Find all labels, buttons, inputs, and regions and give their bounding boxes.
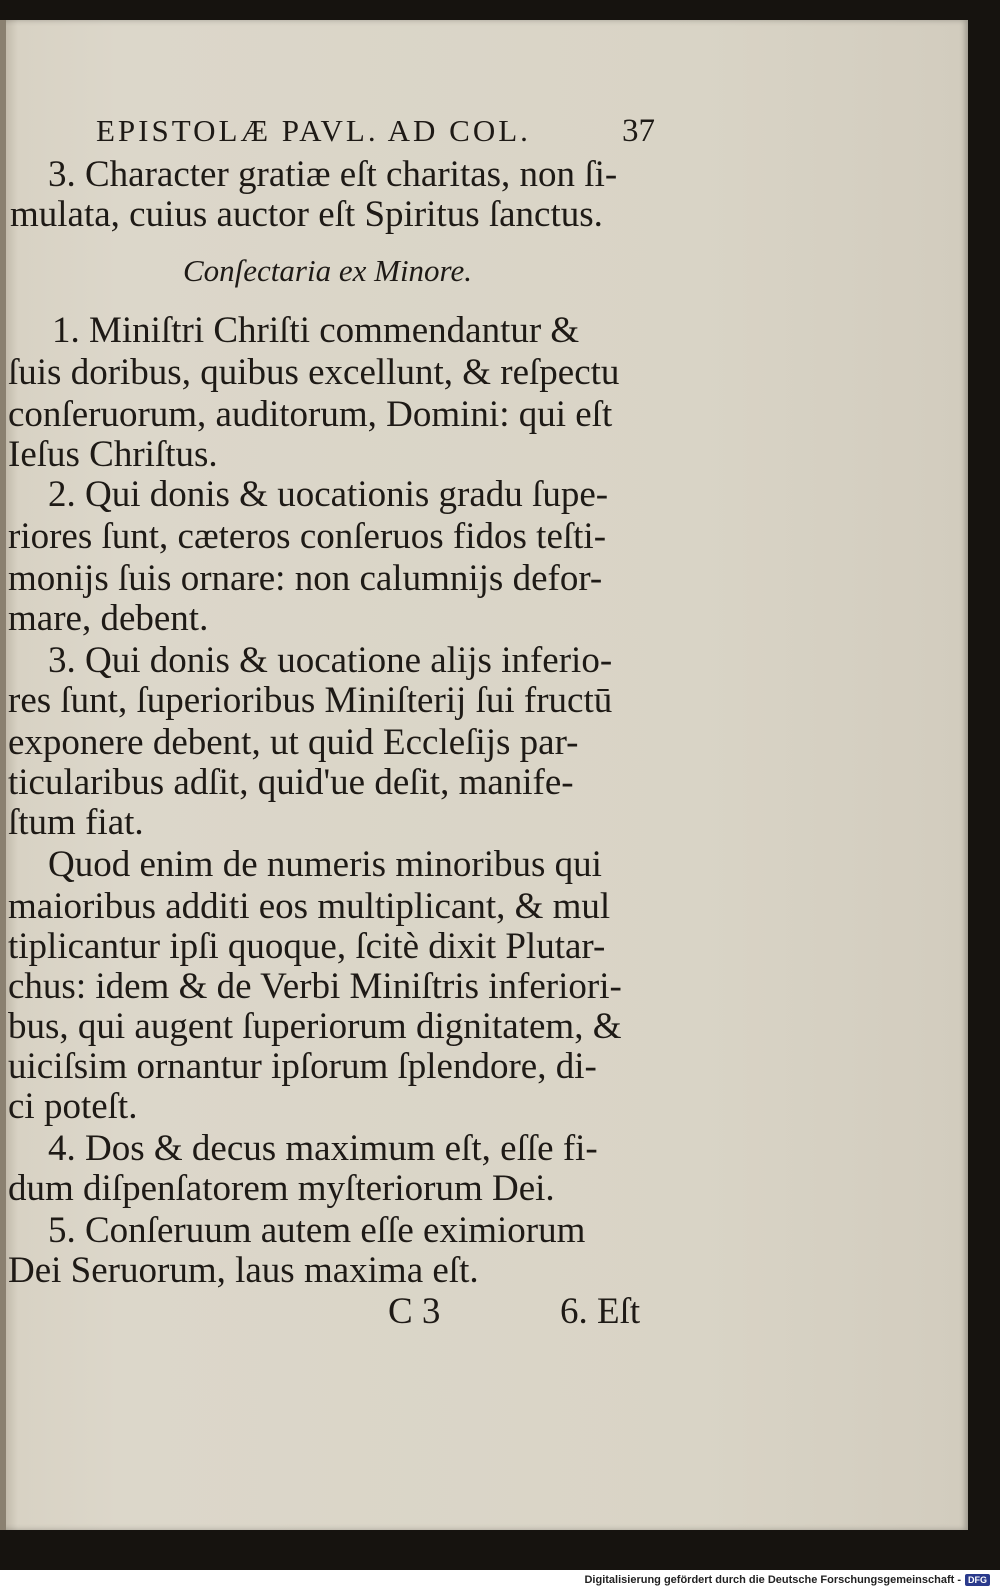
text-line: res ſunt, ſuperioribus Miniſterij ſui fructū <box>8 680 613 721</box>
running-head: EPISTOLÆ PAVL. AD COL. <box>96 113 531 148</box>
catchword: 6. Eſt <box>560 1291 641 1332</box>
page-number: 37 <box>622 113 655 149</box>
text-line: tiplicantur ipſi quoque, ſcitè dixit Plutar- <box>8 926 606 967</box>
text-line: ticularibus adſit, quid'ue deſit, manife- <box>8 762 574 803</box>
text-line: conſeruorum, auditorum, Domini: qui eſt <box>8 394 613 435</box>
text-line: riores ſunt, cæteros conſeruos fidos teſti- <box>8 516 607 557</box>
text-line: uiciſsim ornantur ipſorum ſplendore, di- <box>8 1046 597 1087</box>
section-heading: Conſectaria ex Minore. <box>183 253 472 288</box>
text-line: 5. Conſeruum autem eſſe eximiorum <box>48 1210 586 1251</box>
dfg-logo-icon: DFG <box>965 1574 990 1586</box>
signature-mark: C 3 <box>388 1291 441 1332</box>
text-line: 3. Qui donis & uocatione alijs inferio- <box>48 640 613 681</box>
text-line: maioribus additi eos multiplicant, & mul <box>8 886 611 927</box>
text-line: monijs ſuis ornare: non calumnijs defor- <box>8 558 603 599</box>
text-line: bus, qui augent ſuperiorum dignitatem, & <box>8 1006 622 1047</box>
text-line: Dei Seruorum, laus maxima eſt. <box>8 1250 479 1291</box>
text-line: 2. Qui donis & uocationis gradu ſupe- <box>48 474 609 515</box>
text-line: exponere debent, ut quid Eccleſijs par- <box>8 722 579 763</box>
text-line: ſtum fiat. <box>8 802 144 843</box>
text-line: dum diſpenſatorem myſteriorum Dei. <box>8 1168 555 1209</box>
footer-text: Digitalisierung gefördert durch die Deutsche Forschungsgemeinschaft - <box>584 1574 961 1586</box>
text-line: 1. Miniſtri Chriſti commendantur & <box>52 310 580 351</box>
text-line: ci poteſt. <box>8 1086 138 1127</box>
digitization-footer <box>584 1571 990 1589</box>
text-line: chus: idem & de Verbi Miniſtris inferiori- <box>8 966 622 1007</box>
text-line: ſuis doribus, quibus excellunt, & reſpectu <box>8 352 620 393</box>
text-line: Ieſus Chriſtus. <box>8 434 218 475</box>
text-line: 3. Character gratiæ eſt charitas, non ſi- <box>48 154 618 195</box>
text-line: mare, debent. <box>8 598 209 639</box>
text-line: mulata, cuius auctor eſt Spiritus ſanctus. <box>10 194 603 235</box>
text-line: 4. Dos & decus maximum eſt, eſſe fi- <box>48 1128 598 1169</box>
text-line: Quod enim de numeris minoribus qui <box>48 844 602 885</box>
page-gutter <box>0 20 6 1530</box>
